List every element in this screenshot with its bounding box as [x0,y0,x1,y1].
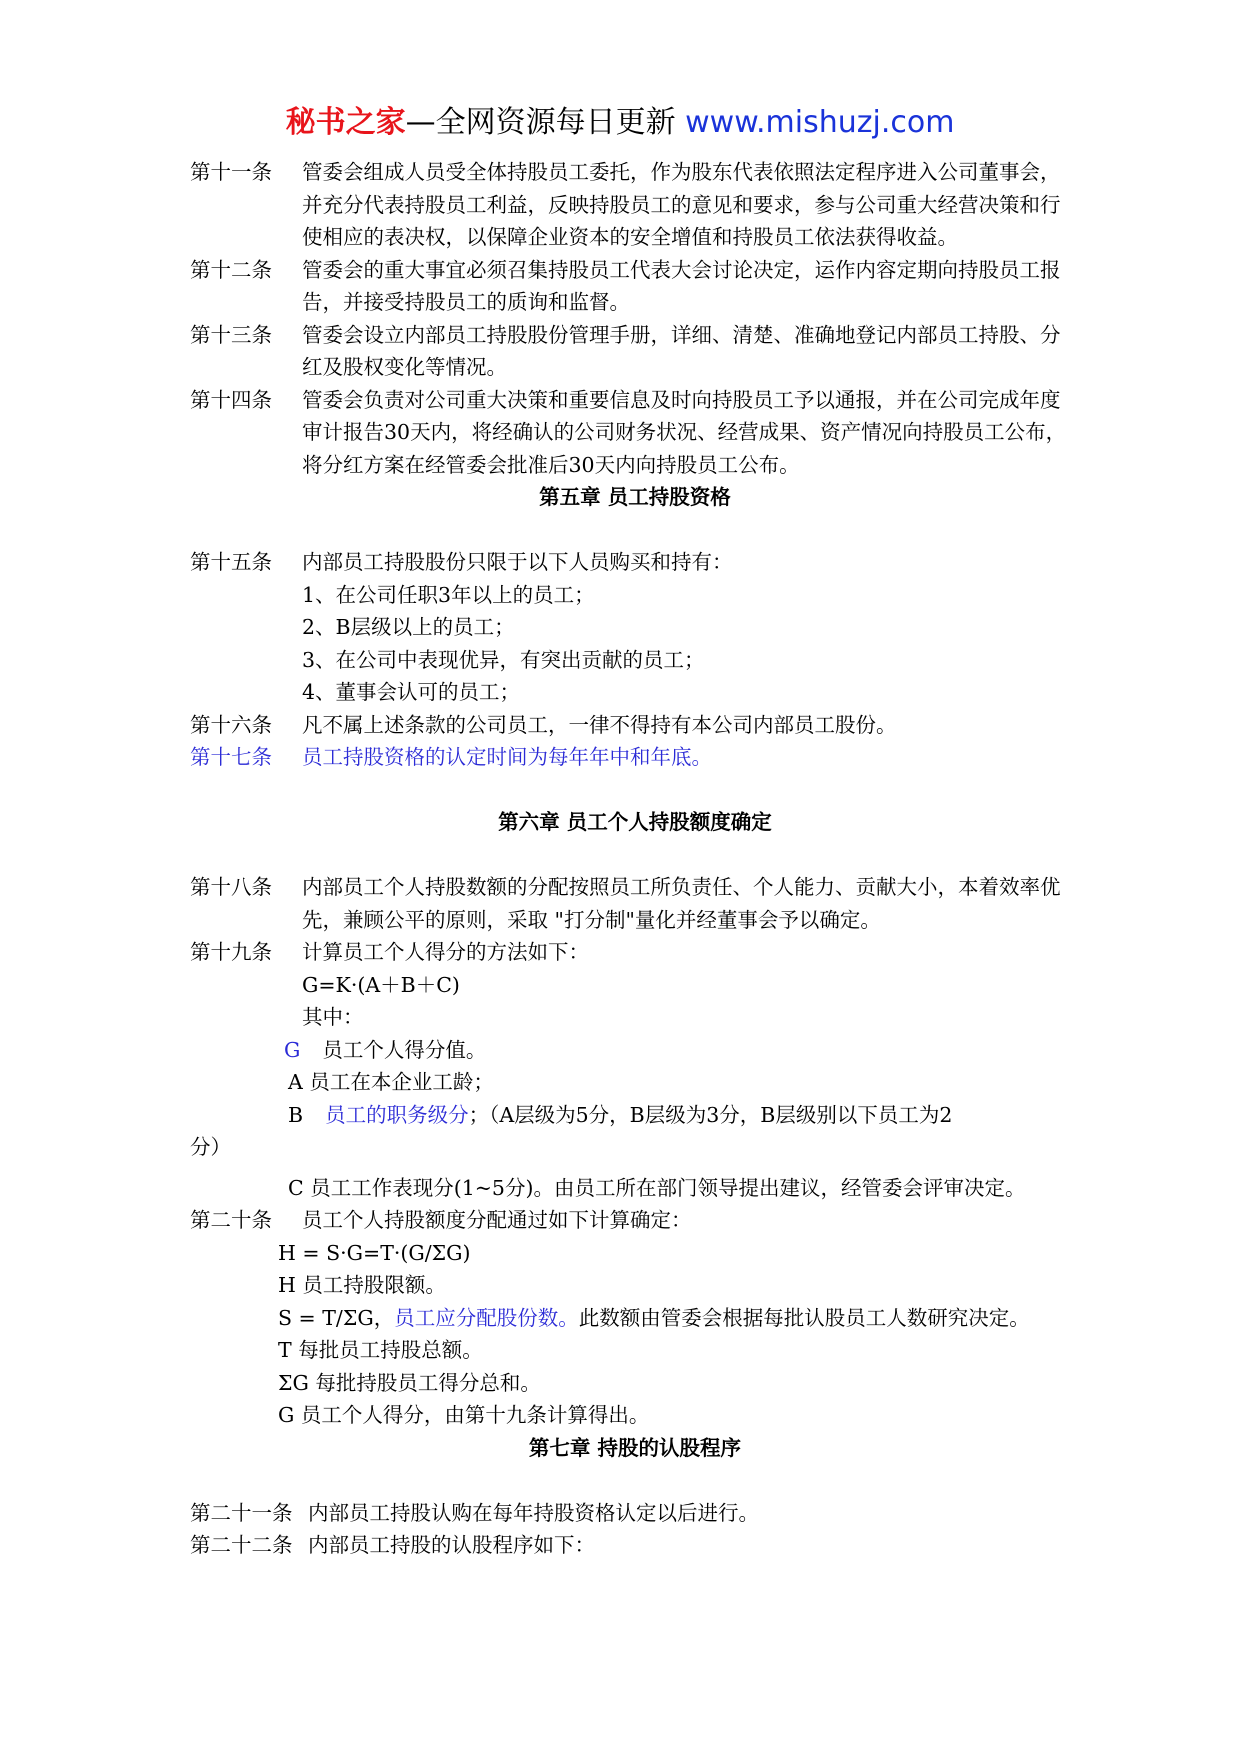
article-text: 员工个人持股额度分配通过如下计算确定： [302,1208,692,1232]
var-desc-highlight: 员工应分配股份数。 [394,1305,579,1330]
var-desc-highlight: 员工的职务级分 [325,1102,469,1127]
article-text: 计算员工个人得分的方法如下： [302,940,589,964]
article-text: 员工持股资格的认定时间为每年年中和年底。 [302,745,712,769]
article-label: 第十六条 [190,712,272,737]
formula-var-c: C 员工工作表现分(1~5分)。由员工所在部门领导提出建议，经管委会评审决定。 [288,1175,1026,1200]
formula-var-h: H 员工持股限额。 [278,1273,446,1297]
var-symbol: G [284,1037,301,1062]
spacer [190,839,1080,872]
article-text: 凡不属上述条款的公司员工，一律不得持有本公司内部员工股份。 [302,712,897,737]
formula-var-s [190,1302,1080,1335]
article-text: 内部员工个人持股数额的分配按照员工所负责任、个人能力、贡献大小，本着效率优先，兼顾公平的原则，采取 "打分制"量化并经董事会予以确定。 [302,875,1061,932]
formula-var-g [190,1034,1080,1067]
formula-var-t: T 每批员工持股总额。 [278,1338,483,1362]
article-label: 第十三条 [190,322,272,347]
formula-var-b-cont: 分） [190,1135,231,1159]
article-label: 第二十二条 [190,1533,293,1557]
article-12 [190,254,1080,319]
formula-var-a: A 员工在本企业工龄； [288,1070,494,1094]
var-desc: 此数额由管委会根据每批认股员工人数研究决定。 [578,1305,1030,1330]
spacer [190,1164,1080,1172]
chapter-5-heading: 第五章 员工持股资格 [539,485,731,509]
article-13 [190,319,1080,384]
article-18 [190,871,1080,936]
site-banner [0,100,1240,146]
article-15 [190,546,1080,579]
article-label: 第十九条 [190,940,272,964]
article-text: 管委会负责对公司重大决策和重要信息及时向持股员工予以通报，并在公司完成年度审计报告30天内，将经确认的公司财务状况、经营成果、资产情况向持股员工公布，将分红方案在经管委会批准后30天内向持股员工公布。 [302,387,1067,477]
article-19 [190,936,1080,969]
article-label: 第二十一条 [190,1500,293,1525]
spacer [190,774,1080,807]
article-label: 第二十条 [190,1208,272,1232]
article-16 [190,709,1080,742]
formula: G=K·(A＋B＋C) [302,972,460,997]
document-body [190,156,1080,1562]
article-22 [190,1529,1080,1562]
article-text: 管委会组成人员受全体持股员工委托，作为股东代表依照法定程序进入公司董事会，并充分代表持股员工利益，反映持股员工的意见和要求，参与公司重大经营决策和行使相应的表决权，以保障企业资本的安全增值和持股员工依法获得收益。 [302,160,1061,249]
formula-var-b [190,1099,1080,1132]
brand-name: 秘书之家 [285,105,406,140]
article-label: 第十八条 [190,875,272,899]
article-label: 第十七条 [190,745,272,769]
article-text: 管委会的重大事宜必须召集持股员工代表大会讨论决定，运作内容定期向持股员工报告，并接受持股员工的质询和监督。 [302,257,1061,314]
article-20 [190,1204,1080,1237]
article-17 [190,741,1080,774]
list-item: 3、在公司中表现优异，有突出贡献的员工； [302,647,705,672]
var-desc: ；（A层级为5分，B层级为3分，B层级别以下员工为2 [468,1102,953,1127]
list-item: 2、B层级以上的员工； [302,615,515,639]
article-label: 第十五条 [190,550,272,574]
chapter-7-heading: 第七章 持股的认股程序 [528,1435,742,1460]
article-label: 第十四条 [190,387,272,412]
article-label: 第十一条 [190,160,272,184]
article-label: 第十二条 [190,257,272,282]
formula-var-sigma-g: ΣG 每批持股员工得分总和。 [278,1370,541,1395]
article-text: 管委会设立内部员工持股股份管理手册，详细、清楚、准确地登记内部员工持股、分红及股权变化等情况。 [302,322,1061,379]
list-item: 1、在公司任职3年以上的员工； [302,582,595,607]
article-text: 内部员工持股认购在每年持股资格认定以后进行。 [308,1500,759,1525]
var-desc: 员工个人得分值。 [322,1037,487,1062]
list-item: 4、董事会认可的员工； [302,680,521,704]
spacer [190,514,1080,547]
banner-tagline: —全网资源每日更新 [405,105,686,140]
formula-var-g: G 员工个人得分，由第十九条计算得出。 [278,1403,650,1427]
spacer [190,1464,1080,1497]
article-21 [190,1497,1080,1530]
article-text: 内部员工持股股份只限于以下人员购买和持有： [302,550,733,574]
article-text: 内部员工持股的认股程序如下： [308,1533,595,1557]
chapter-6-heading: 第六章 员工个人持股额度确定 [498,810,772,834]
var-symbol: B [288,1102,304,1127]
article-14 [190,384,1080,482]
var-prefix: S = T/ΣG， [278,1305,395,1330]
formula: H = S·G=T·(G/ΣG) [278,1240,471,1265]
site-url-link[interactable]: www.mishuzj.com [685,105,955,140]
formula-where: 其中： [302,1005,364,1029]
article-11 [190,156,1080,254]
